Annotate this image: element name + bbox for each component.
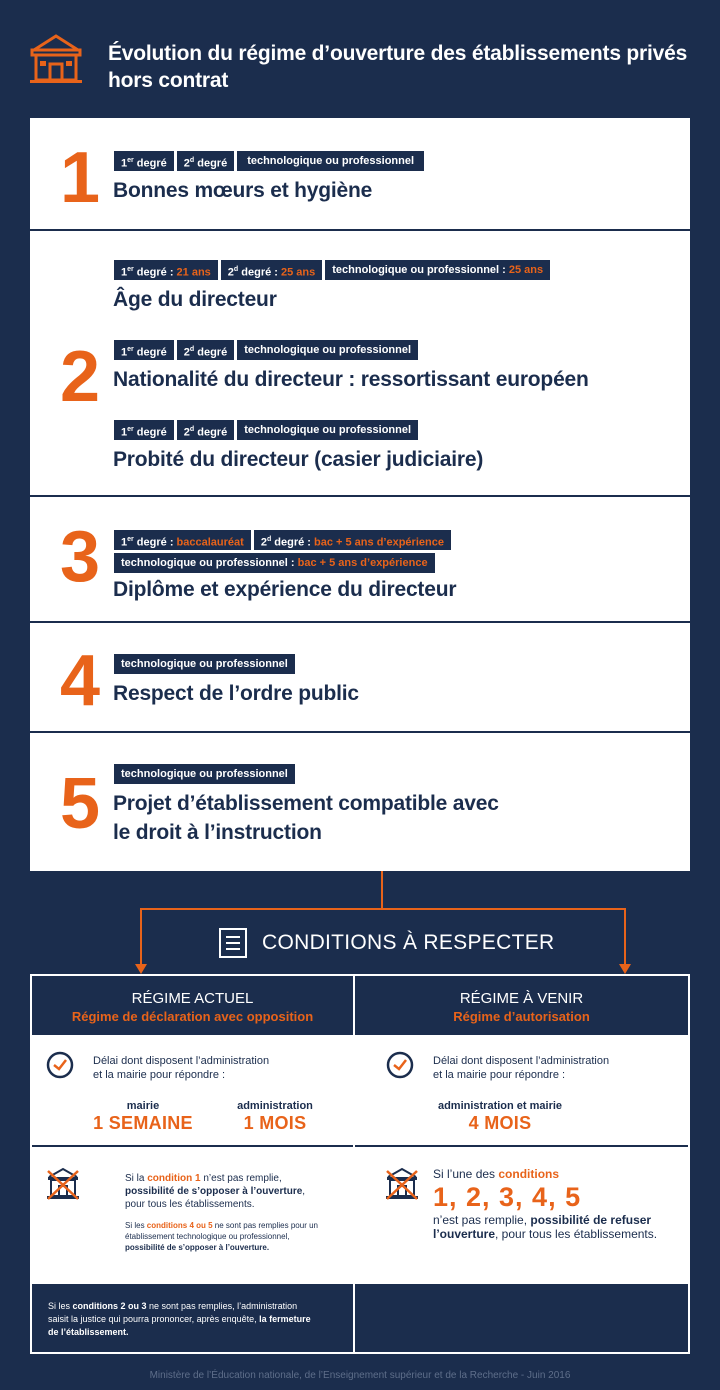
condition-2-number: 2 — [59, 337, 101, 417]
delay-text: Délai dont disposent l’administration et la mairie pour répondre : — [93, 1055, 270, 1081]
regime-actuel-title: RÉGIME ACTUEL — [131, 990, 254, 1007]
regime-avenir-header — [355, 976, 688, 1035]
condition-3-number: 3 — [59, 517, 101, 597]
mairie-delay: mairie 1 SEMAINE — [93, 1100, 193, 1133]
tag-technological: technologique ou professionnel — [237, 340, 418, 360]
condition-1-tags — [114, 151, 424, 171]
tag-first-degree: 1er degré — [114, 151, 174, 171]
regime-actuel-subtitle: Régime de déclaration avec opposition — [71, 1009, 314, 1024]
regime-actuel-delay-cell — [32, 1035, 353, 1145]
condition-2-nat-tags — [114, 340, 418, 360]
rule-condition-1: Si la condition 1 n’est pas remplie, possibilité de s’opposer à l’ouverture, pour tous les établissements. — [125, 1173, 306, 1210]
arrow-down-icon — [135, 964, 147, 974]
condition-2-age-tags — [114, 260, 550, 280]
connector-line — [140, 908, 626, 910]
administration-delay: administration 1 MOIS — [237, 1100, 313, 1133]
tag-first-degree: 1er degré — [114, 420, 174, 440]
tag-second-degree: 2$^d$ degré : 25 ans — [221, 260, 322, 280]
condition-2-prob-title: Probité du directeur (casier judiciaire) — [113, 448, 484, 471]
tag-first-degree: 1er degré — [114, 340, 174, 360]
school-closed-icon — [44, 1165, 82, 1203]
conditions-header — [218, 924, 554, 962]
tag-technological: technologique ou professionnel : bac + 5 ans d’expérience — [114, 553, 435, 573]
regime-comparison-table — [30, 974, 690, 1354]
tag-first-degree: 1er degré : 21 ans — [114, 260, 218, 280]
condition-4-tags — [114, 654, 295, 674]
document-icon — [218, 927, 248, 959]
row-divider — [32, 1282, 688, 1284]
condition-3-tags-row2 — [114, 553, 435, 573]
arrow-down-icon — [619, 964, 631, 974]
regime-avenir-rules-cell — [355, 1147, 688, 1282]
condition-4-number: 4 — [59, 641, 101, 721]
condition-4-title: Respect de l’ordre public — [113, 682, 359, 705]
tag-first-degree: 1er degré : baccalauréat — [114, 530, 251, 550]
clock-icon — [45, 1050, 75, 1080]
divider — [30, 731, 690, 733]
tag-technological: technologique ou professionnel — [114, 764, 295, 784]
conditions-list: 1, 2, 3, 4, 5 — [433, 1182, 582, 1212]
condition-3-tags-row1 — [114, 530, 451, 550]
condition-1-title: Bonnes mœurs et hygiène — [113, 179, 373, 202]
footer-credit: Ministère de l’Éducation nationale, de l’Enseignement supérieur et de la Recherche - Juin 2016 — [149, 1370, 571, 1381]
school-closed-icon — [383, 1165, 421, 1203]
page-title: Évolution du régime d’ouverture des établissements privés hors contrat — [108, 42, 688, 92]
regime-avenir-subtitle: Régime d’autorisation — [453, 1009, 590, 1024]
tag-second-degree: 2$^d$ degré — [177, 151, 234, 171]
condition-3-title: Diplôme et expérience du directeur — [113, 578, 457, 601]
tag-second-degree: 2$^d$ degré — [177, 420, 234, 440]
school-building-icon — [28, 30, 84, 86]
tag-technological: technologique ou professionnel — [237, 420, 418, 440]
admin-mairie-delay: administration et mairie 4 MOIS — [437, 1100, 563, 1133]
conditions-header-label: CONDITIONS À RESPECTER — [262, 931, 555, 954]
delay-text: Délai dont disposent l’administration et la mairie pour répondre : — [433, 1055, 610, 1081]
tag-technological: technologique ou professionnel — [237, 151, 424, 171]
connector-line — [624, 908, 626, 966]
regime-actuel-header — [32, 976, 353, 1035]
rule-conditions-4-5: Si les conditions 4 ou 5 ne sont pas remplies pour un établissement technologique ou professionnel, possibilité de s’opposer à l’ouverture. — [125, 1221, 318, 1252]
tag-technological: technologique ou professionnel : 25 ans — [325, 260, 550, 280]
tag-technological: technologique ou professionnel — [114, 654, 295, 674]
condition-5-tags — [114, 764, 295, 784]
condition-2-nat-title: Nationalité du directeur : ressortissant européen — [113, 368, 589, 391]
regime-avenir-delay-cell — [355, 1035, 688, 1145]
regime-actuel-rules-cell — [32, 1147, 353, 1282]
regime-avenir-title: RÉGIME À VENIR — [459, 990, 584, 1007]
divider — [30, 495, 690, 497]
condition-1-number: 1 — [59, 138, 101, 218]
connector-line — [381, 871, 383, 909]
rule-conditions-2-3: Si les conditions 2 ou 3 ne sont pas remplies, l’administration saisit la justice qui pourra prononcer, après enquête, la fermeture de l’établissement. — [48, 1301, 311, 1337]
condition-2-prob-tags — [114, 420, 418, 440]
divider — [30, 229, 690, 231]
condition-5-title: Projet d’établissement compatible avec le droit à l’instruction — [113, 792, 499, 844]
tag-second-degree: 2$^d$ degré — [177, 340, 234, 360]
clock-icon — [385, 1050, 415, 1080]
connector-line — [140, 908, 142, 966]
tag-second-degree: 2$^d$ degré : bac + 5 ans d’expérience — [254, 530, 451, 550]
divider — [30, 621, 690, 623]
condition-5-number: 5 — [59, 764, 101, 844]
rule-all-conditions: Si l’une des conditions 1, 2, 3, 4, 5 n’est pas remplie, possibilité de refuser l’ouverture, pour tous les établissements. — [433, 1167, 658, 1241]
conditions-panel — [30, 118, 690, 871]
condition-2-age-title: Âge du directeur — [113, 288, 277, 311]
